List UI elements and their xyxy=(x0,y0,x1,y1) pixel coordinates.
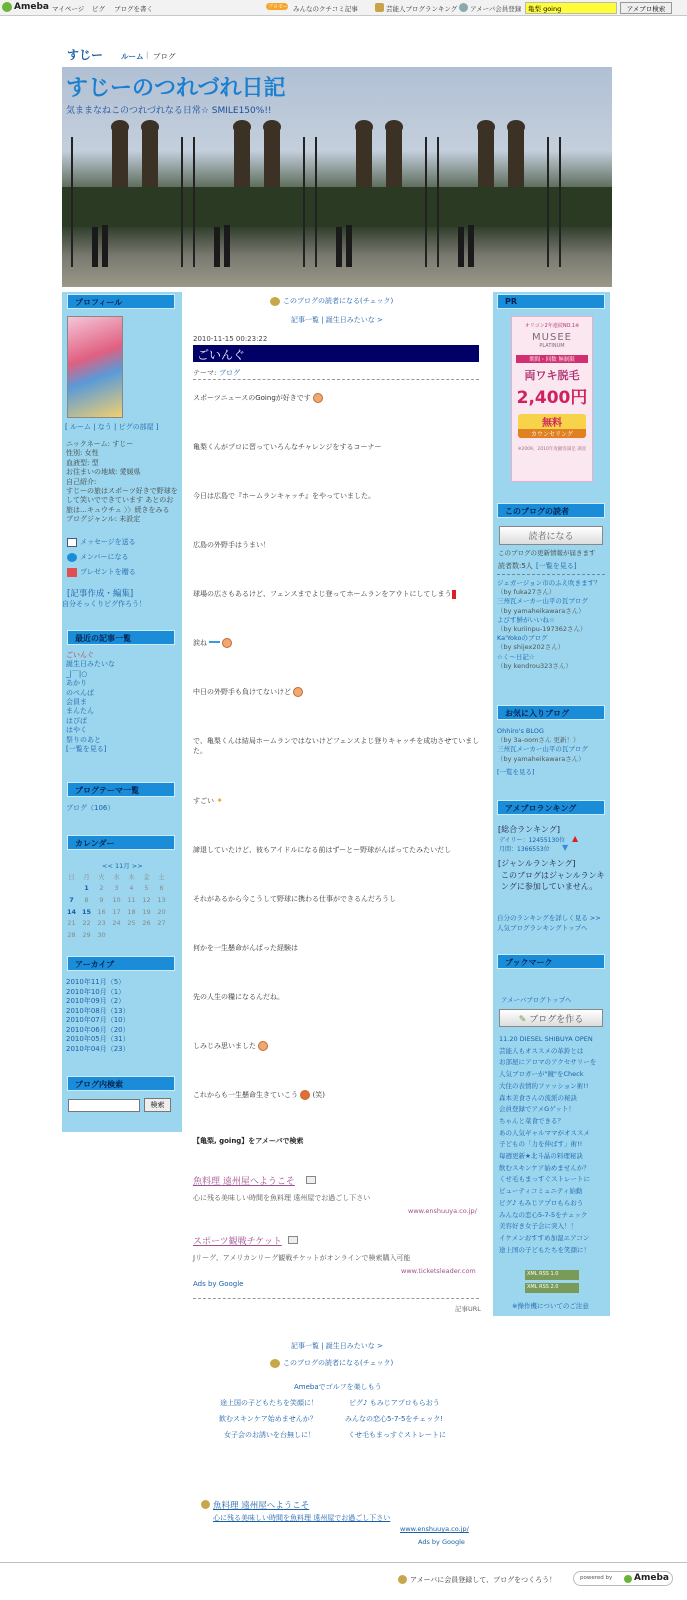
recent-item[interactable]: 誕生日みたいな xyxy=(66,660,115,669)
reader-blog[interactable]: Ka'Yokoのブログ xyxy=(497,634,548,643)
footer-link[interactable]: みんなの恋心5-7-5をチェック! xyxy=(345,1415,444,1423)
recent-item[interactable]: はぴば xyxy=(66,716,87,725)
ad-text: 心に残る美味しい時間を魚料理 遠州屋でお過ごし下さい xyxy=(193,1194,371,1202)
archive-heading: アーカイブ xyxy=(67,956,175,971)
paragraph: 諦退していたけど、彼もアイドルになる前はずーとー野球がんばってたみたいだし xyxy=(193,846,452,854)
gift-icon xyxy=(67,568,77,577)
bookmark-item[interactable]: お部屋にアロマのアクセサリーを xyxy=(499,1058,597,1067)
paragraph: 今日は広島で『ホームランキャッチ』をやっていました。 xyxy=(193,492,375,500)
bookmark-item[interactable]: イケメンおすすめ加湿エアコン xyxy=(499,1233,590,1242)
ranking-top-link[interactable]: 人気ブログランキングトップへ xyxy=(497,924,588,932)
bookmark-item[interactable]: 毎週更新★北斗晶の料理秘訣 xyxy=(499,1152,583,1161)
daily-rank: デイリー：12455130位 xyxy=(499,837,566,844)
reader-link-bottom[interactable]: このブログの読者になる(チェック) xyxy=(270,1358,393,1368)
recent-item[interactable]: 祭りのあと xyxy=(66,735,101,744)
region: お住まいの地域: 愛媛県 xyxy=(66,468,141,477)
footer-ad-text: 心に残る美味しい時間を魚料理 遠州屋でお過ごし下さい xyxy=(213,1514,391,1522)
recent-item[interactable]: あかり xyxy=(66,679,87,688)
ameba-logo[interactable]: Ameba xyxy=(14,2,49,12)
bookmark-item[interactable]: あの人気ギャルママがオススメ xyxy=(499,1128,590,1137)
archive-item[interactable]: 2010年04月（23） xyxy=(66,1044,130,1053)
book-icon xyxy=(306,1176,316,1184)
bookmark-item[interactable]: 芸能人もオススメの革鈴とは xyxy=(499,1046,584,1055)
genre-ranking-label: [ジャンルランキング] xyxy=(498,859,576,868)
archive-item[interactable]: 2010年06月（20） xyxy=(66,1025,130,1034)
paragraph: で、亀梨くんは結局ホームランではないけどフェンスよじ登りキャッチを成功させていました。 xyxy=(193,737,480,755)
paragraph: 広島の外野手はうまい！ xyxy=(193,541,270,549)
bookmark-item[interactable]: くせ毛もまっすぐストレートに xyxy=(499,1175,590,1184)
article-nav-bottom[interactable]: 記事一覧 | 誕生日みたいな > xyxy=(291,1342,383,1350)
bookmark-item[interactable]: 大住の表情的ファッション術!! xyxy=(499,1081,589,1090)
archive-item[interactable]: 2010年07月（10） xyxy=(66,1016,130,1024)
entry-date: 2010-11-15 00:23:22 xyxy=(193,335,268,343)
calendar-week: 1 2 3 4 5 6 xyxy=(84,884,164,893)
pr-banner-ad[interactable]: オリコン2年連続NO.1※ MUSEE PLATINUM 期間・回数 無制限 両ワキ脱毛 2,400円 無料 カウンセリング ※2009、2010年度顧客満足 調査 xyxy=(511,316,593,482)
recent-more-link[interactable]: [一覧を見る] xyxy=(66,745,107,754)
archive-item[interactable]: 2010年05月（31） xyxy=(66,1035,130,1043)
recent-heading: 最近の記事一覧 xyxy=(67,630,175,645)
paragraph: 何かを一生懸命がんばった経験は xyxy=(193,944,298,952)
monthly-rank: 月間：1366553位 xyxy=(499,846,550,853)
golf-link[interactable]: Amebaでゴルフを楽しもう xyxy=(294,1383,382,1391)
pencil-icon: ✎ xyxy=(518,1014,527,1025)
paragraph: 中日の外野手も負けてないけど xyxy=(193,687,303,697)
rss1-badge[interactable]: XML RSS 1.0 xyxy=(525,1270,579,1280)
favorite-by: （by 3a-oomさん 更新！） xyxy=(497,736,580,745)
favorites-more-link[interactable]: [一覧を見る] xyxy=(497,767,535,776)
calendar-week: 14 15 16 17 18 19 20 xyxy=(66,907,166,916)
bookmark-list xyxy=(499,1034,596,1256)
reader-blog[interactable]: ジェガージョン市のふえ吹きます？ xyxy=(497,579,601,587)
blog-subtitle: 気ままなねこのつれづれなる日常☆ SMILE150%!! xyxy=(66,106,272,116)
bookmark-item[interactable]: 森本美食さんの流派の秘訣 xyxy=(499,1093,577,1102)
favorite-blog[interactable]: 三州瓦メーカー山平の瓦ブログ xyxy=(497,745,588,754)
bottom-bar xyxy=(0,1562,687,1600)
rss2-badge[interactable]: XML RSS 2.0 xyxy=(525,1283,579,1293)
notice-link[interactable]: ※操作機についてのご注意 xyxy=(512,1302,589,1310)
smile-face-icon xyxy=(258,1041,268,1051)
favorites-list xyxy=(497,727,588,777)
mypage-link[interactable]: マイページ xyxy=(52,5,85,13)
blog-genre: ブログジャンル: 未設定 xyxy=(66,515,141,524)
reader-link-top[interactable]: このブログの読者になる(チェック) xyxy=(270,296,393,306)
ameba-pig-icon xyxy=(270,297,280,306)
crown-icon xyxy=(375,3,384,12)
reader-blog[interactable]: 三州瓦メーカー山平の瓦ブログ xyxy=(497,597,588,606)
book-icon xyxy=(288,1236,298,1244)
ad-url[interactable]: www.ticketsleader.com xyxy=(401,1267,476,1275)
footer-ad-title[interactable]: 魚料理 遠州屋へようこそ xyxy=(213,1501,310,1511)
calendar-week: 28 29 30 xyxy=(67,930,106,939)
ranking-detail-link[interactable]: 自分のランキングを詳しく見る >> xyxy=(497,914,601,922)
calendar-week: 21 22 23 24 25 26 27 xyxy=(67,919,166,928)
reader-note: このブログの更新情報が届きます xyxy=(498,549,596,557)
edit-entries-link[interactable]: [記事作成・編集] xyxy=(67,589,134,599)
recent-item[interactable]: _|￣|○ xyxy=(66,669,88,678)
profile-info xyxy=(66,440,178,525)
smile-face-icon xyxy=(313,393,323,403)
ameba-logo-icon xyxy=(624,1575,632,1583)
promo-badge: プロモーション xyxy=(268,4,303,10)
tears-icon xyxy=(209,641,220,646)
theme-item[interactable]: ブログ（106） xyxy=(66,804,115,812)
kuchikomi-link[interactable]: みんなのクチコミ記事 xyxy=(293,5,358,13)
reader-by: （by yamaheikawaraさん） xyxy=(497,606,585,615)
footer-ads-by-google[interactable]: Ads by Google xyxy=(418,1538,465,1546)
archive-item[interactable]: 2010年09月（2） xyxy=(66,997,126,1005)
owner-name[interactable]: すじー xyxy=(67,48,104,62)
bookmark-item[interactable]: 美容好き女子会に突入！！ xyxy=(499,1222,577,1231)
permalink[interactable]: 記事URL xyxy=(455,1305,481,1313)
powered-by-badge[interactable]: powered by Ameba xyxy=(573,1571,673,1586)
intro-label: 自己紹介: xyxy=(66,477,97,486)
sparkle-icon: ✦ xyxy=(216,796,223,805)
paragraph: 涙ね xyxy=(193,638,232,648)
profile-links[interactable]: [ ルーム | なう | ピグの部屋 ] xyxy=(65,423,159,431)
paragraph: スポーツニュースのGoingが好きです xyxy=(193,393,323,403)
write-blog-link[interactable]: ブログを書く xyxy=(114,5,153,13)
archive-item[interactable]: 2010年10月（1） xyxy=(66,987,126,996)
readers-heading: このブログの読者 xyxy=(497,503,605,518)
reader-blog[interactable]: よびす鮮がいいね☆ xyxy=(497,615,555,624)
member-register-link[interactable]: アメーバ会員登録 xyxy=(470,5,522,13)
ranking-link[interactable]: 芸能人ブログランキング xyxy=(386,5,458,13)
ranking-heading: アメブロランキング xyxy=(497,800,605,815)
calendar-weekdays: 日 月 火 水 木 金 土 xyxy=(68,873,165,882)
blog-label: ブログ xyxy=(153,52,176,61)
footer-link[interactable]: くせ毛もまっすぐストレートに xyxy=(348,1431,446,1439)
ads-by-google[interactable]: Ads by Google xyxy=(193,1280,244,1288)
bookmark-item[interactable]: 飲むスキンケア始めませんか？ xyxy=(499,1163,590,1172)
readers-list xyxy=(497,579,607,671)
ad-url[interactable]: www.enshuuya.co.jp/ xyxy=(408,1207,477,1215)
exclamation-icon xyxy=(452,590,456,599)
paragraph: それがあるから今こうして野球に携わる仕事ができるんだろうし xyxy=(193,895,396,903)
ad-title[interactable]: 魚料理 遠州屋へようこそ xyxy=(193,1177,295,1187)
bookmark-item[interactable]: ビューティコミュニティ始動 xyxy=(499,1187,583,1196)
become-reader-button[interactable]: 読者になる xyxy=(499,526,603,545)
footer-link[interactable]: 飲むスキンケア始めませんか？ xyxy=(219,1415,317,1423)
recent-item[interactable]: ごいんぐ xyxy=(66,651,94,659)
footer-link[interactable]: 女子会のお誘いを台無しに！ xyxy=(224,1431,315,1439)
ameblo-search-button[interactable]: アメブロ検索 xyxy=(620,2,672,14)
archive-list xyxy=(66,978,130,1054)
member-action[interactable]: メンバーになる xyxy=(67,552,129,562)
paragraph: 先の人生の糧になるんだね。 xyxy=(193,993,284,1001)
profile-image[interactable] xyxy=(67,316,123,418)
title-divider xyxy=(193,379,479,380)
footer-link[interactable]: 途上国の子どもたちを笑顔に！ xyxy=(220,1399,318,1407)
rank-up-arrow-icon: ▲ xyxy=(572,834,579,843)
header-separator: | xyxy=(146,51,149,59)
recent-item[interactable]: のぺんば xyxy=(66,688,94,697)
calendar-week: 7 8 9 10 11 12 13 xyxy=(69,895,166,904)
paragraph: これからも一生懸命生きていこう (笑) xyxy=(193,1091,325,1099)
reader-by: （by fuka27さん） xyxy=(497,588,556,597)
reader-by: （by kendrou323さん） xyxy=(497,661,572,670)
message-action[interactable]: メッセージを送る xyxy=(67,537,136,547)
bookmark-item[interactable]: ちゃんと菜食できる？ xyxy=(499,1116,564,1125)
blog-search-heading: ブログ内検索 xyxy=(67,1076,175,1091)
blood-type: 血液型: 型 xyxy=(66,458,99,467)
ameba-topbar xyxy=(0,0,687,16)
paragraph: 亀梨くんがプロに習っていろんなチャレンジをするコーナー xyxy=(193,443,382,451)
overall-ranking-label: [総合ランキング] xyxy=(498,825,561,834)
calendar-heading: カレンダー xyxy=(67,835,175,850)
pig-link[interactable]: ピグ xyxy=(92,5,105,13)
readers-divider xyxy=(497,574,605,575)
ameblo-search-input[interactable] xyxy=(525,2,617,14)
profile-heading: プロフィール xyxy=(67,294,175,309)
entry-end-divider xyxy=(193,1298,479,1299)
header-banner xyxy=(62,67,612,287)
ameba-search-label[interactable]: 【亀梨, going】をアメーバで検索 xyxy=(193,1137,304,1145)
ameba-pig-icon xyxy=(201,1500,210,1509)
reader-more-link[interactable]: [一覧を見る] xyxy=(536,562,577,570)
recent-item[interactable]: 会員ま xyxy=(66,698,87,707)
member-icon xyxy=(459,3,468,12)
reader-blog[interactable]: ☆く～日記☆ xyxy=(497,652,535,661)
themes-heading: ブログテーマ一覧 xyxy=(67,782,175,797)
recent-item[interactable]: はやく xyxy=(66,726,87,735)
gender: 性別: 女性 xyxy=(66,449,99,458)
favorite-by: （by yamaheikawaraさん） xyxy=(497,754,585,763)
ameba-logo-icon xyxy=(2,2,12,12)
ameba-pig-icon xyxy=(270,1359,280,1368)
bookmark-item[interactable]: ピグ♪ もみじアプロもらおう xyxy=(499,1198,584,1207)
theme-link[interactable]: ブログ xyxy=(219,369,240,377)
smile-face-icon xyxy=(293,687,303,697)
blog-search-button[interactable]: 検索 xyxy=(144,1098,171,1112)
pr-heading: PR xyxy=(497,294,605,309)
present-action[interactable]: プレゼントを贈る xyxy=(67,567,136,577)
bookmark-item[interactable]: みんなの恋心5-7-5をチェック xyxy=(499,1210,588,1219)
reader-by: （by kuriinpu-197362さん） xyxy=(497,625,587,634)
make-blog-button[interactable]: ✎ ブログを作る xyxy=(499,1009,603,1027)
calendar-table xyxy=(64,871,169,941)
reader-by: （by shijex202さん） xyxy=(497,643,565,652)
entry-title[interactable]: ごいんぐ xyxy=(197,348,246,362)
genre-ranking-text: このブログはジャンルランキングに参加していません。 xyxy=(501,871,605,891)
recent-item[interactable]: まんたん xyxy=(66,707,94,716)
laughing-face-icon xyxy=(300,1090,310,1100)
calendar-month-nav[interactable]: << 11月 >> xyxy=(102,862,143,870)
ad-title[interactable]: スポーツ観戦チケット xyxy=(193,1237,282,1247)
bookmark-item[interactable]: 途上国の子どもたちを笑顔に！ xyxy=(499,1245,590,1254)
paragraph: しみじみ思いました xyxy=(193,1041,268,1051)
bookmark-item[interactable]: 子どもの「力を伸ばす」術!! xyxy=(499,1140,583,1149)
member-icon xyxy=(67,553,77,562)
ad-text: Jリーグ、アメリカンリーグ観戦チケットがオンラインで検索購入可能 xyxy=(193,1254,411,1262)
nickname: ニックネーム: すじー xyxy=(66,440,134,448)
bookmark-item[interactable]: 人気ブロガーが"鏡"をCheck xyxy=(499,1070,584,1079)
reader-count: 読者数:5人 xyxy=(498,562,533,570)
footer-link[interactable]: ピグ♪ もみじアプロもらおう xyxy=(349,1399,440,1407)
rank-down-arrow-icon: ▼ xyxy=(562,843,569,852)
bookmark-item[interactable]: 会員登録でアメGゲット！ xyxy=(499,1105,575,1114)
archive-item[interactable]: 2010年11月（5） xyxy=(66,978,126,986)
paragraph: 球場の広さもあるけど、フェンスまでよじ登ってホームランをアウトにしてしまう xyxy=(193,589,456,599)
paragraph: すごい ✦ xyxy=(193,796,223,805)
archive-item[interactable]: 2010年08月（13） xyxy=(66,1006,130,1015)
crying-face-icon xyxy=(222,638,232,648)
recent-list xyxy=(66,651,115,754)
pig-create-link[interactable]: 自分そっくりピグ作ろう！ xyxy=(62,600,146,608)
ameba-pig-icon xyxy=(398,1575,407,1584)
blog-search-input[interactable] xyxy=(68,1099,140,1112)
register-blog-link[interactable]: アメーバに会員登録して、ブログをつくろう！ xyxy=(410,1576,557,1584)
ameba-blog-top-link[interactable]: アメーバブログトップへ xyxy=(501,996,572,1004)
footer-ad-url[interactable]: www.enshuuya.co.jp/ xyxy=(400,1525,469,1533)
intro-text: すじーの旅はスポーツ好きで野球をして笑いでできています あとのお旅は…キュウチュ 〉〉続きをみる xyxy=(66,487,178,514)
favorites-heading: お気に入りブログ xyxy=(497,705,605,720)
room-link[interactable]: ルーム xyxy=(121,52,144,61)
envelope-icon xyxy=(67,538,77,547)
bookmark-item[interactable]: 11.20 DIESEL SHIBUYA OPEN xyxy=(499,1035,593,1043)
article-nav-top[interactable]: 記事一覧 | 誕生日みたいな > xyxy=(291,316,383,324)
favorite-blog[interactable]: Ohhiro's BLOG xyxy=(497,727,544,735)
theme-label: テーマ: xyxy=(193,369,217,377)
bookmark-heading: ブックマーク xyxy=(497,954,605,969)
blog-title[interactable]: すじーのつれづれ日記 xyxy=(66,76,286,101)
